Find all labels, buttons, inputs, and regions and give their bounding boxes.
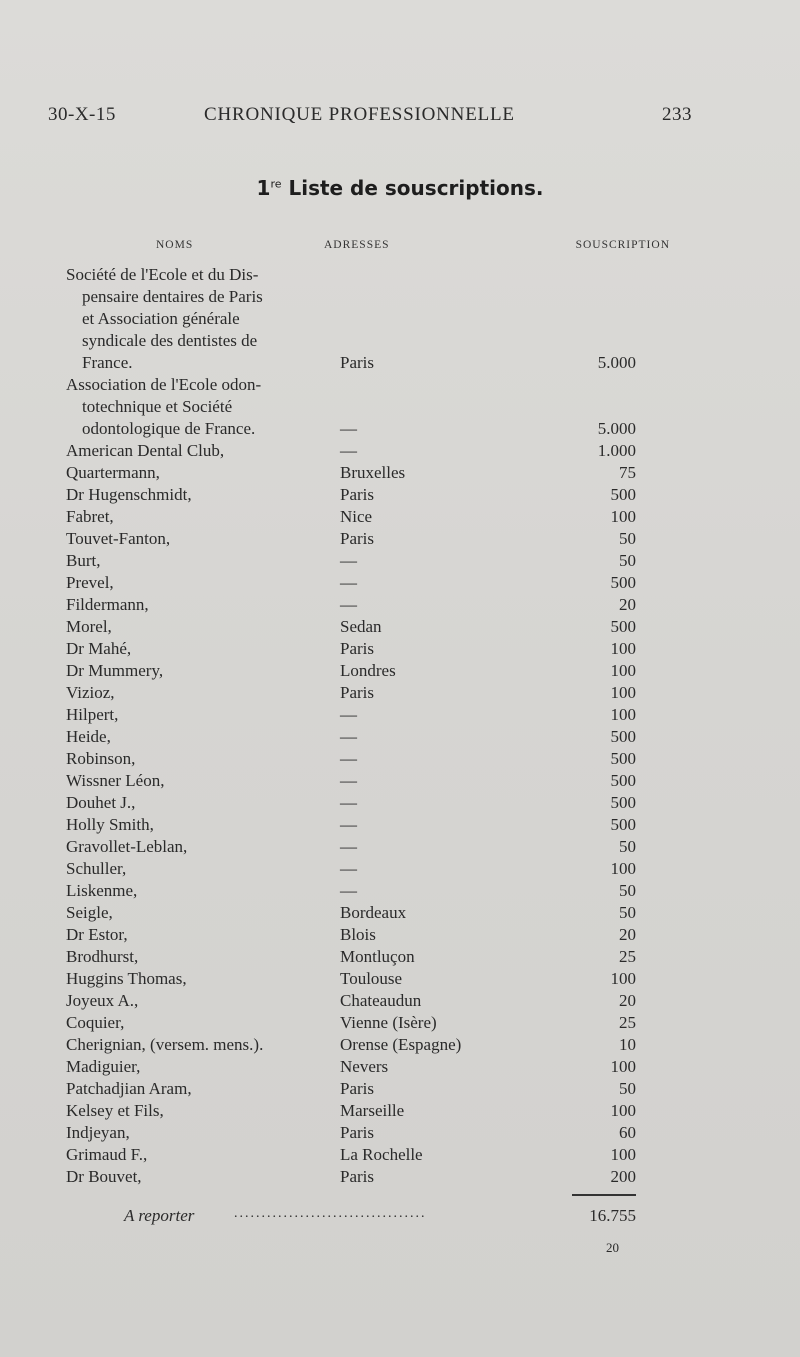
- entry-name-line: odontologique de France.: [82, 419, 256, 438]
- entry-address: —: [340, 859, 357, 878]
- entry-amount: 50: [619, 837, 636, 856]
- list-item: [66, 946, 646, 968]
- entry-name: Wissner Léon,: [66, 771, 165, 790]
- entry-name: Dr Estor,: [66, 925, 128, 944]
- list-item: [66, 484, 646, 506]
- entry-amount: 200: [610, 1167, 636, 1186]
- entry-address: —: [340, 727, 357, 746]
- entry-address: Paris: [340, 683, 374, 702]
- entry-name-line: Association de l'Ecole odon-: [66, 375, 262, 394]
- column-header-addresses: ADRESSES: [324, 239, 390, 251]
- list-title: [0, 176, 800, 200]
- entry-name: Douhet J.,: [66, 793, 136, 812]
- entry-address: Toulouse: [340, 969, 403, 988]
- entry-name: Grimaud F.,: [66, 1145, 148, 1164]
- entry-address: Londres: [340, 661, 396, 680]
- entry-amount: 50: [619, 881, 636, 900]
- entry-address: —: [340, 881, 357, 900]
- entry-address: —: [340, 771, 357, 790]
- column-header-subscription: SOUSCRIPTION: [575, 239, 670, 251]
- column-header-names: NOMS: [156, 239, 194, 251]
- entry-amount: 100: [610, 507, 636, 526]
- list-item: [66, 770, 646, 792]
- entry-name: Huggins Thomas,: [66, 969, 187, 988]
- entry-name: Vizioz,: [66, 683, 115, 702]
- entry-address: La Rochelle: [340, 1145, 423, 1164]
- entry-amount: 20: [619, 925, 636, 944]
- entry-name: Cherignian, (versem. mens.).: [66, 1035, 264, 1054]
- entry-name: Hilpert,: [66, 705, 119, 724]
- entry-address: —: [340, 595, 357, 614]
- leader-dots: ...................................: [234, 1206, 427, 1221]
- title-ordinal: 1: [256, 176, 271, 200]
- entry-address: Paris: [340, 485, 374, 504]
- entry-name: Dr Mahé,: [66, 639, 132, 658]
- list-item: [66, 682, 646, 704]
- entry-address: Blois: [340, 925, 376, 944]
- entry-name: Patchadjian Aram,: [66, 1079, 192, 1098]
- title-ordinal-sup: re: [270, 177, 282, 191]
- entry-amount: 50: [619, 1079, 636, 1098]
- entry-address: Vienne (Isère): [340, 1013, 437, 1032]
- entry-name-line: Société de l'Ecole et du Dis-: [66, 265, 259, 284]
- list-item: [66, 836, 646, 858]
- total-rule: [572, 1194, 636, 1196]
- entry-address: Sedan: [340, 617, 382, 636]
- entry-amount: 50: [619, 903, 636, 922]
- entry-address: Paris: [340, 1079, 374, 1098]
- entry-name-line: syndicale des dentistes de: [82, 331, 258, 350]
- entry-name: Kelsey et Fils,: [66, 1101, 164, 1120]
- list-item: [66, 858, 646, 880]
- entry-amount: 5.000: [597, 353, 636, 372]
- entry-amount: 500: [610, 749, 636, 768]
- entry-name-line: et Association générale: [82, 309, 240, 328]
- list-item: [66, 550, 646, 572]
- entry-amount: 100: [610, 705, 636, 724]
- entry-address: Marseille: [340, 1101, 405, 1120]
- entry-name: Gravollet-Leblan,: [66, 837, 188, 856]
- list-item: [66, 440, 646, 462]
- list-item: [66, 352, 646, 374]
- entry-amount: 500: [610, 793, 636, 812]
- list-item: [66, 792, 646, 814]
- entry-name: Joyeux A.,: [66, 991, 139, 1010]
- list-item: [66, 748, 646, 770]
- entry-address: Chateaudun: [340, 991, 422, 1010]
- entry-name: Holly Smith,: [66, 815, 154, 834]
- entry-address: —: [340, 815, 357, 834]
- entry-name: Coquier,: [66, 1013, 125, 1032]
- list-item: [66, 528, 646, 550]
- entry-amount: 100: [610, 1057, 636, 1076]
- entry-amount: 75: [619, 463, 636, 482]
- list-item: [66, 506, 646, 528]
- list-item: [66, 594, 646, 616]
- list-item: [66, 1078, 646, 1100]
- entry-address: —: [340, 837, 357, 856]
- entry-name: Burt,: [66, 551, 101, 570]
- running-total: 16.755: [589, 1206, 636, 1225]
- entry-amount: 5.000: [597, 419, 636, 438]
- entry-amount: 25: [619, 947, 636, 966]
- entry-address: Paris: [340, 529, 374, 548]
- entry-amount: 25: [619, 1013, 636, 1032]
- entry-address: —: [340, 441, 357, 460]
- entry-address: Nevers: [340, 1057, 389, 1076]
- entry-amount: 500: [610, 573, 636, 592]
- entry-name: Fabret,: [66, 507, 114, 526]
- entry-name: Heide,: [66, 727, 111, 746]
- entry-address: —: [340, 573, 357, 592]
- entry-amount: 500: [610, 727, 636, 746]
- entry-address: —: [340, 551, 357, 570]
- carry-forward-label: A reporter: [124, 1206, 195, 1225]
- entry-name: Schuller,: [66, 859, 127, 878]
- list-item: [66, 704, 646, 726]
- entry-address: Paris: [340, 1167, 374, 1186]
- entry-address: —: [340, 749, 357, 768]
- entry-address: Paris: [340, 1123, 374, 1142]
- entry-amount: 500: [610, 771, 636, 790]
- list-item: [66, 616, 646, 638]
- entry-address: Nice: [340, 507, 373, 526]
- entry-address: —: [340, 793, 357, 812]
- list-item: [66, 726, 646, 748]
- entry-name: Dr Hugenschmidt,: [66, 485, 192, 504]
- entry-address: —: [340, 705, 357, 724]
- entry-amount: 10: [619, 1035, 636, 1054]
- entry-name: Dr Mummery,: [66, 661, 164, 680]
- entry-name: Dr Bouvet,: [66, 1167, 142, 1186]
- list-item: [66, 462, 646, 484]
- entry-amount: 100: [610, 859, 636, 878]
- entry-name: Brodhurst,: [66, 947, 139, 966]
- entry-amount: 500: [610, 815, 636, 834]
- entry-name: Quartermann,: [66, 463, 160, 482]
- entry-amount: 1.000: [597, 441, 636, 460]
- list-item: [66, 572, 646, 594]
- signature-mark: 20: [606, 1240, 619, 1255]
- entry-address: Orense (Espagne): [340, 1035, 462, 1054]
- entry-name: American Dental Club,: [66, 441, 225, 460]
- list-item: [66, 814, 646, 836]
- section-title: CHRONIQUE PROFESSIONNELLE: [204, 104, 515, 125]
- entry-address: —: [340, 419, 357, 438]
- entry-amount: 60: [619, 1123, 636, 1142]
- entry-amount: 100: [610, 661, 636, 680]
- entry-name: Prevel,: [66, 573, 114, 592]
- title-text: Liste de souscriptions.: [288, 176, 544, 200]
- list-item: [66, 902, 646, 924]
- list-item: [66, 990, 646, 1012]
- list-item: [66, 924, 646, 946]
- entry-name: Robinson,: [66, 749, 136, 768]
- list-item: [66, 1166, 646, 1188]
- entry-amount: 50: [619, 551, 636, 570]
- entry-name: Liskenme,: [66, 881, 138, 900]
- entry-name: Seigle,: [66, 903, 113, 922]
- list-item: [66, 1012, 646, 1034]
- entry-name: Morel,: [66, 617, 112, 636]
- entry-address: Paris: [340, 639, 374, 658]
- entry-name: Fildermann,: [66, 595, 149, 614]
- entry-address: Montluçon: [340, 947, 415, 966]
- entry-address: Bruxelles: [340, 463, 406, 482]
- entry-amount: 100: [610, 969, 636, 988]
- list-item: [66, 1034, 646, 1056]
- entry-amount: 500: [610, 617, 636, 636]
- entry-name-line: France.: [82, 353, 133, 372]
- entry-name: Touvet-Fanton,: [66, 529, 171, 548]
- list-item: [66, 660, 646, 682]
- list-item: [66, 1122, 646, 1144]
- list-item: [66, 638, 646, 660]
- entry-address: Paris: [340, 353, 374, 372]
- entry-amount: 100: [610, 1145, 636, 1164]
- list-item: [66, 418, 646, 440]
- page-number: 233: [662, 104, 692, 125]
- list-item: [66, 1144, 646, 1166]
- entry-amount: 500: [610, 485, 636, 504]
- entry-name-line: pensaire dentaires de Paris: [82, 287, 263, 306]
- entry-amount: 20: [619, 595, 636, 614]
- entry-name: Madiguier,: [66, 1057, 141, 1076]
- entry-amount: 20: [619, 991, 636, 1010]
- entry-name-line: totechnique et Société: [82, 397, 233, 416]
- list-item: [66, 880, 646, 902]
- issue-date: 30-X-15: [48, 104, 116, 125]
- entry-address: Bordeaux: [340, 903, 407, 922]
- entry-amount: 100: [610, 683, 636, 702]
- entry-amount: 100: [610, 1101, 636, 1120]
- list-item: [66, 1056, 646, 1078]
- list-item: [66, 968, 646, 990]
- list-item: [66, 1100, 646, 1122]
- entry-name: Indjeyan,: [66, 1123, 130, 1142]
- entry-amount: 100: [610, 639, 636, 658]
- entry-amount: 50: [619, 529, 636, 548]
- running-header: [48, 104, 692, 134]
